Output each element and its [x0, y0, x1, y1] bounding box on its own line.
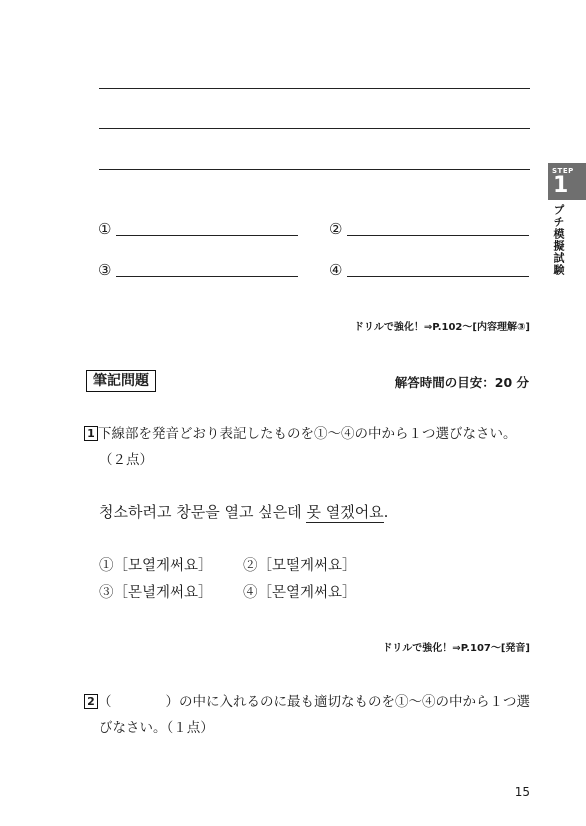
page-number: 15	[514, 785, 530, 799]
step-label: STEP	[552, 167, 574, 175]
option-1: ①［모열게써요］	[99, 558, 213, 574]
question-2-continuation: びなさい。（１点）	[99, 720, 214, 736]
answer-slot-label: ②	[329, 220, 343, 238]
answer-blank	[116, 276, 298, 277]
answer-slot-4	[329, 261, 342, 279]
blank-parentheses: （ ）	[98, 694, 179, 710]
answer-blank	[347, 235, 529, 236]
step-tab	[548, 163, 586, 200]
answer-line	[99, 169, 530, 170]
question-text: 下線部を発音どおり表記したものを①〜④の中から１つ選びなさい。	[98, 426, 517, 442]
answer-blank	[116, 235, 298, 236]
answer-slot-1	[98, 220, 111, 238]
answer-slot-2	[329, 220, 342, 238]
answer-slot-label: ③	[98, 261, 112, 279]
time-guide: 解答時間の目安：20 分	[394, 375, 529, 390]
step-title: プチ模擬試験	[552, 204, 565, 276]
option-4: ④［몬열게써요］	[243, 585, 357, 601]
option-3: ③［몬녈게써요］	[99, 585, 213, 601]
korean-sentence	[99, 503, 388, 521]
question-1-points: （２点）	[99, 452, 153, 468]
answer-slot-3	[98, 261, 111, 279]
step-number: 1	[553, 173, 569, 198]
answer-slot-label: ④	[329, 261, 343, 279]
answer-line	[99, 128, 530, 129]
underlined-phrase: 못 열겠어요	[306, 503, 384, 521]
answer-slot-label: ①	[98, 220, 112, 238]
question-2-instruction	[84, 694, 530, 711]
question-number: 1	[84, 426, 98, 441]
answer-line	[99, 88, 530, 89]
drill-reference: ドリルで強化！⇒P.107〜[発音]	[382, 643, 530, 654]
answer-blank	[347, 276, 529, 277]
question-text: の中に入れるのに最も適切なものを①〜④の中から１つ選	[179, 694, 530, 710]
question-1-instruction	[84, 426, 517, 443]
drill-reference: ドリルで強化！⇒P.102〜[内容理解③]	[353, 322, 530, 333]
sentence-part: 청소하려고 창문을 열고 싶은데	[99, 503, 307, 521]
sentence-end: .	[383, 503, 389, 521]
section-title: 筆記問題	[86, 370, 156, 392]
option-2: ②［모떨게써요］	[243, 558, 357, 574]
question-number: 2	[84, 694, 98, 709]
